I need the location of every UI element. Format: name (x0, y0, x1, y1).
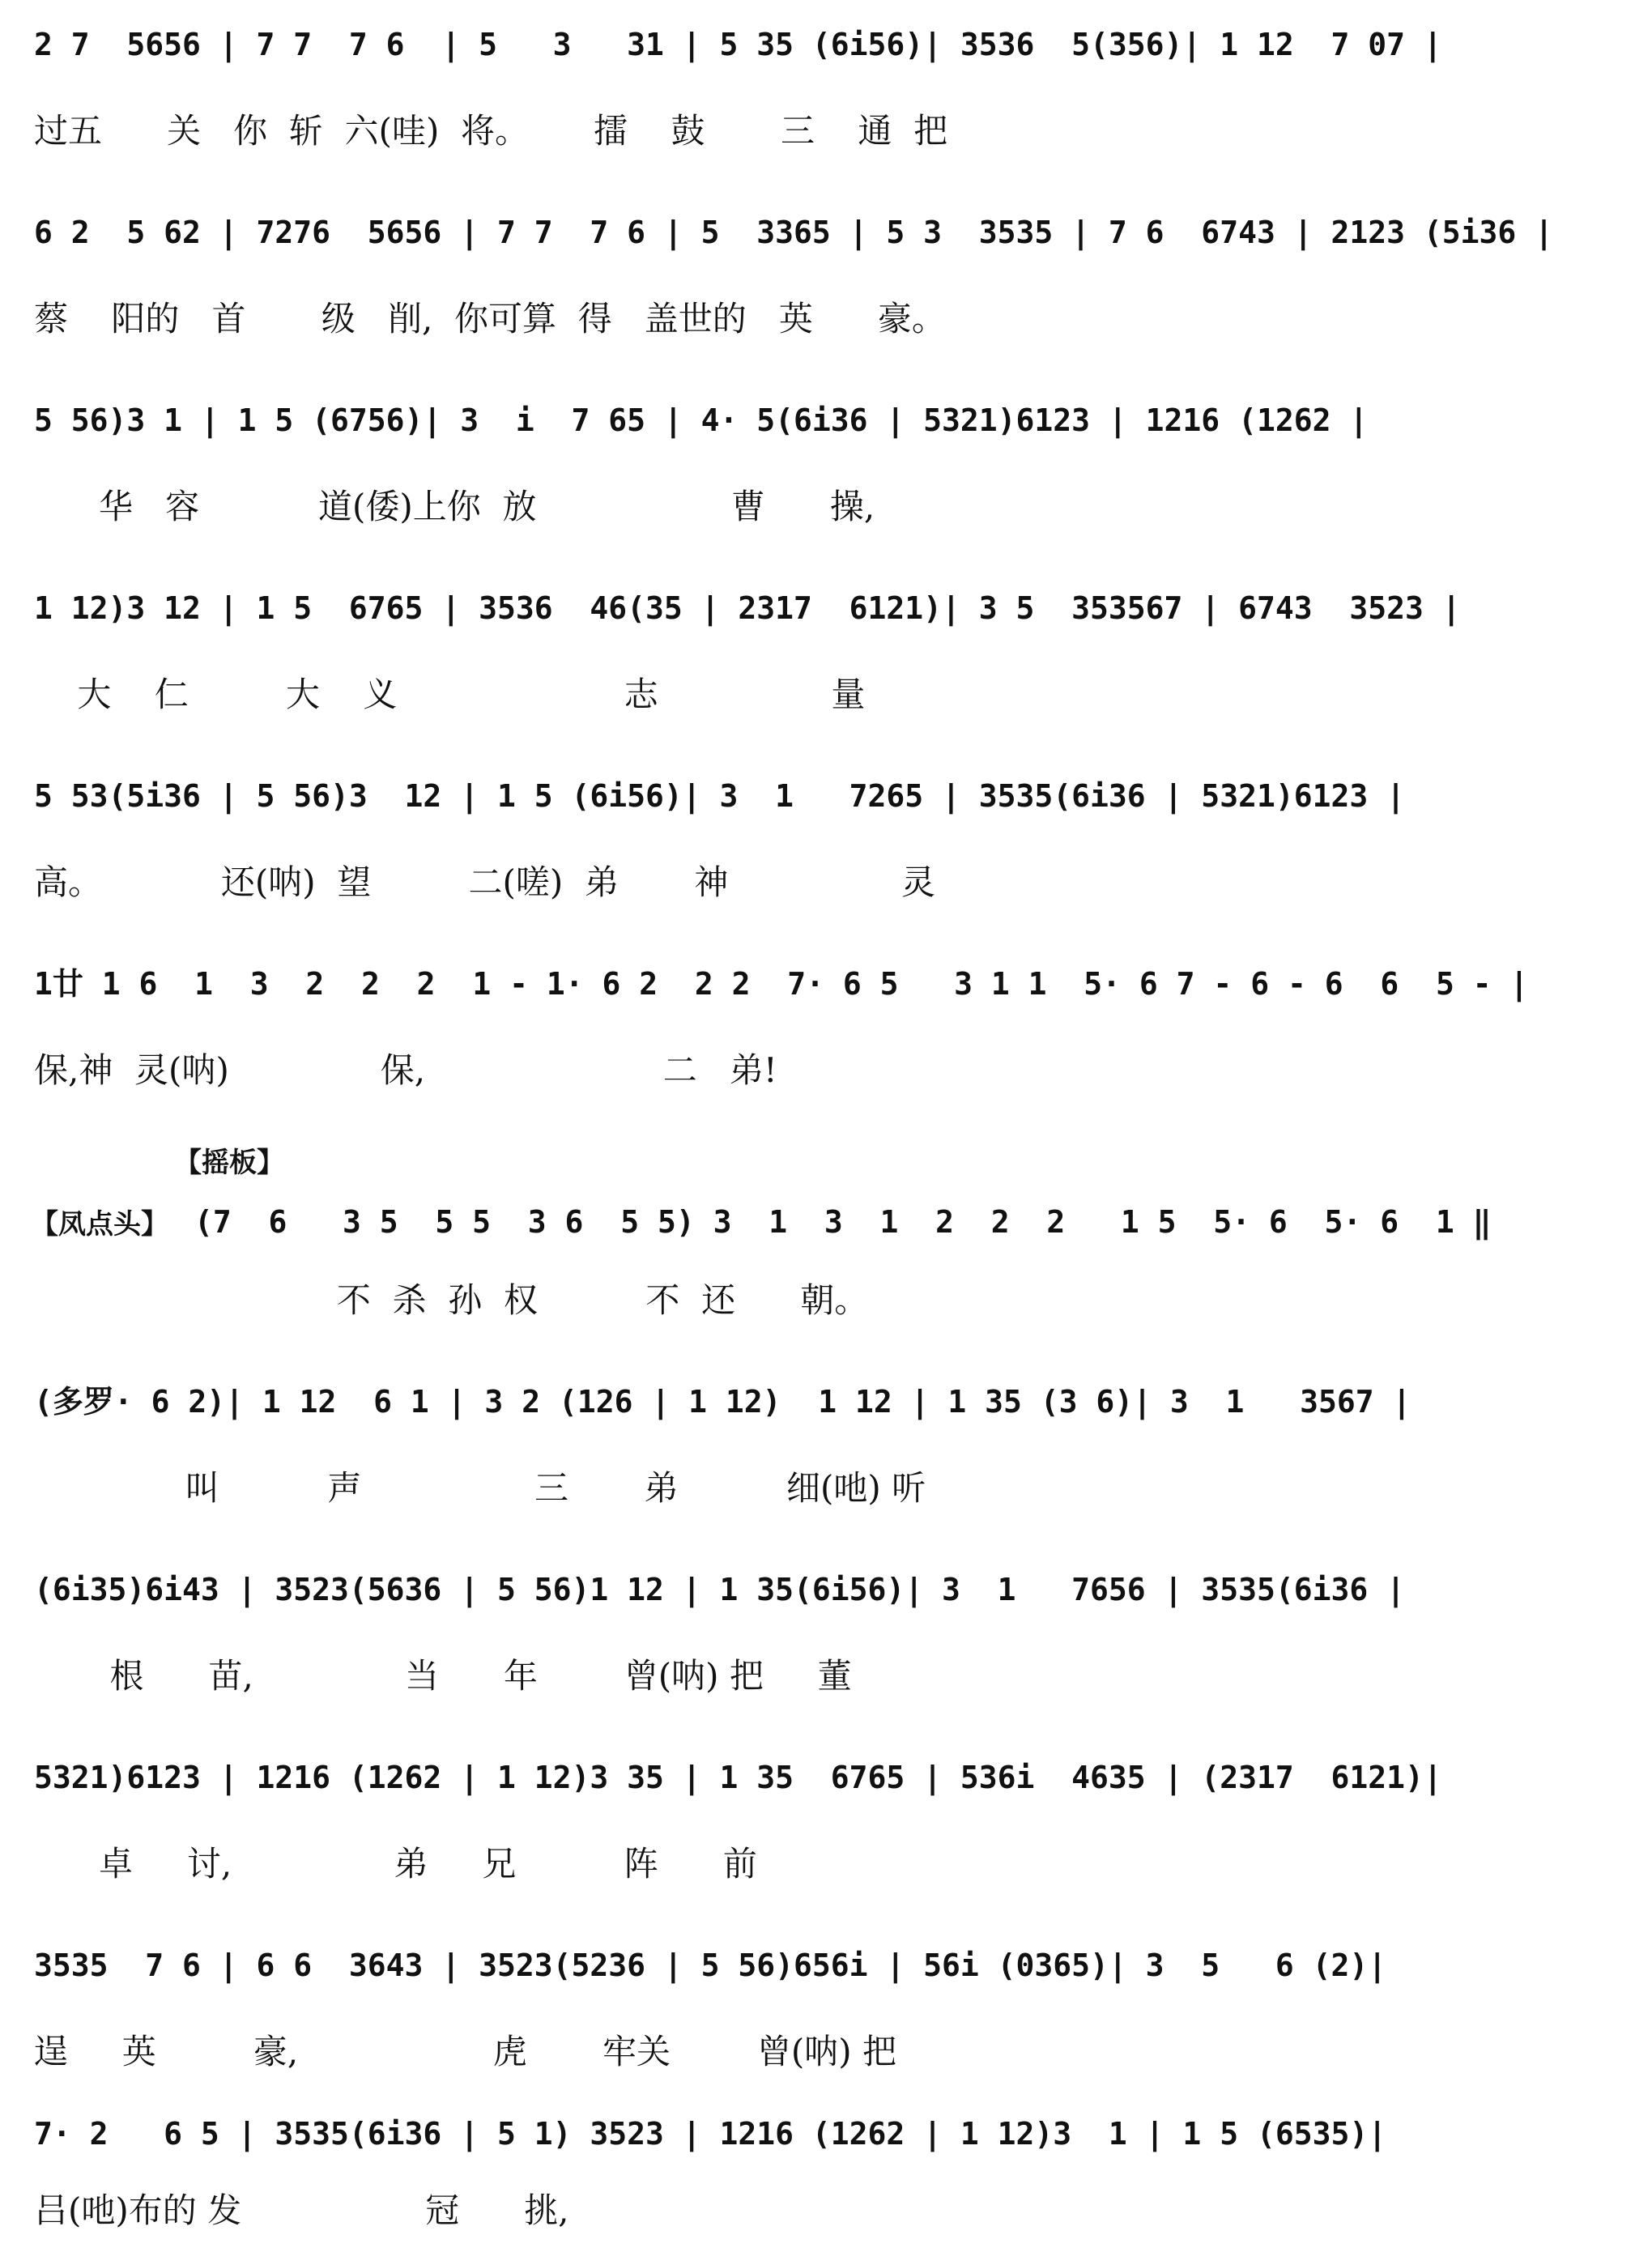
lyrics-line: 卓 讨, 弟 兄 阵 前 (34, 1844, 757, 1884)
notation-line: 1廿 1 6 1 3 2 2 2 1 - 1· 6 2 2 2 7· 6 5 3 1 1 5· 6 7 - 6 - 6 6 5 - | (34, 966, 1529, 1002)
tempo-label: 【摇板】 (174, 1147, 284, 1179)
lyrics-line: 保,神 灵(呐) 保, 二 弟! (34, 1050, 777, 1090)
notation-line: 3535 7 6 | 6 6 3643 | 3523(5236 | 5 56)656i | 56i (0365)| 3 5 6 (2)| (34, 1948, 1387, 1983)
intro-label: 【凤点头】 (31, 1208, 168, 1241)
notation-line: 7· 2 6 5 | 3535(6i36 | 5 1) 3523 | 1216 (1262 | 1 12)3 1 | 1 5 (6535)| (34, 2116, 1387, 2152)
lyrics-line: 高。 还(呐) 望 二(嗟) 弟 神 灵 (34, 862, 936, 902)
notation-line: (多罗· 6 2)| 1 12 6 1 | 3 2 (126 | 1 12) 1 12 | 1 35 (3 6)| 3 1 3567 | (34, 1384, 1411, 1420)
notation-line: (7 6 3 5 5 5 3 6 5 5) 3 1 3 1 2 2 2 1 5 5· 6 5· 6 1 ‖ (194, 1204, 1492, 1240)
notation-line: (6i35)6i43 | 3523(5636 | 5 56)1 12 | 1 35(6i56)| 3 1 7656 | 3535(6i36 | (34, 1572, 1405, 1607)
notation-line: 5321)6123 | 1216 (1262 | 1 12)3 35 | 1 35 6765 | 536i 4635 | (2317 6121)| (34, 1760, 1442, 1795)
lyrics-line: 叫 声 三 弟 细(吔) 听 (34, 1468, 926, 1508)
notation-line: 6 2 5 62 | 7276 5656 | 7 7 7 6 | 5 3365 | 5 3 3535 | 7 6 6743 | 2123 (5i36 | (34, 215, 1553, 250)
lyrics-line: 华 容 道(倭)上你 放 曹 操, (34, 487, 875, 526)
lyrics-line: 过五 关 你 斩 六(哇) 将。 擂 鼓 三 通 把 (34, 111, 948, 151)
lyrics-line: 不 杀 孙 权 不 还 朝。 (34, 1280, 869, 1320)
lyrics-line: 吕(吔)布的 发 冠 挑, (34, 2190, 569, 2230)
lyrics-line: 蔡 阳的 首 级 削, 你可算 得 盖世的 英 豪。 (34, 299, 946, 338)
lyrics-line: 逞 英 豪, 虎 牢关 曾(呐) 把 (34, 2032, 896, 2071)
lyrics-line: 根 苗, 当 年 曾(呐) 把 董 (34, 1656, 852, 1696)
notation-line: 5 53(5i36 | 5 56)3 12 | 1 5 (6i56)| 3 1 7265 | 3535(6i36 | 5321)6123 | (34, 778, 1405, 814)
notation-line: 5 56)3 1 | 1 5 (6756)| 3 i 7 65 | 4· 5(6i36 | 5321)6123 | 1216 (1262 | (34, 402, 1369, 438)
notation-line: 2 7 5656 | 7 7 7 6 | 5 3 31 | 5 35 (6i56)| 3536 5(356)| 1 12 7 07 | (34, 27, 1442, 62)
lyrics-line: 大 仁 大 义 志 量 (34, 675, 866, 714)
notation-line: 1 12)3 12 | 1 5 6765 | 3536 46(35 | 2317 6121)| 3 5 353567 | 6743 3523 | (34, 590, 1461, 626)
